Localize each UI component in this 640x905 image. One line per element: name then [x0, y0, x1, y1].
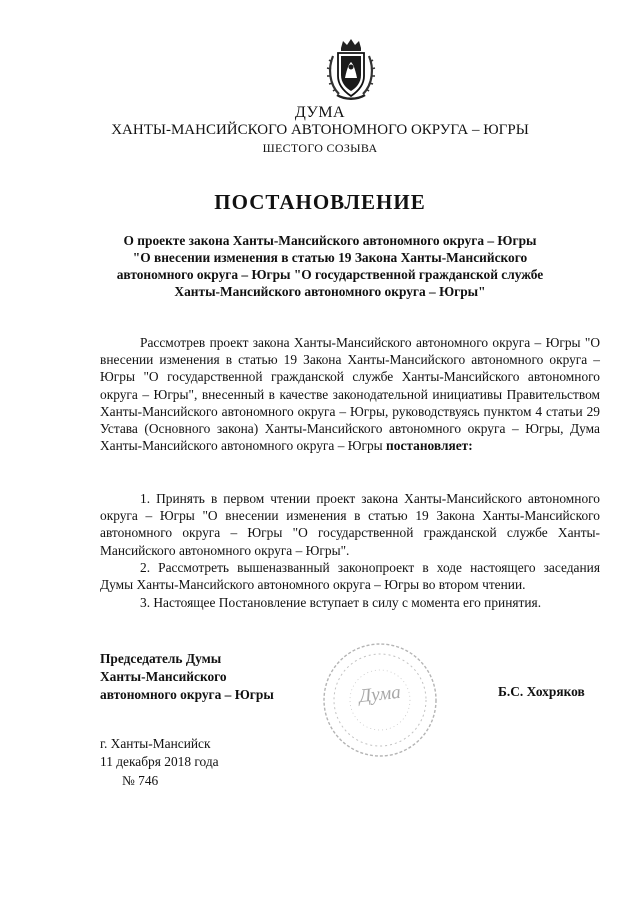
- signing-date: 11 декабря 2018 года: [100, 754, 219, 769]
- signatory-name: Б.С. Хохряков: [498, 684, 585, 699]
- resolves-word: постановляет:: [386, 438, 473, 454]
- resolution-item-3: 3. Настоящее Постановление вступает в силу с момента его принятия.: [140, 595, 542, 610]
- title-line: "О внесении изменения в статью 19 Закона Ханты-Мансийского: [132, 250, 528, 265]
- position-line: Ханты-Мансийского: [100, 669, 227, 684]
- title-line: Ханты-Мансийского автономного округа – Югры": [174, 284, 486, 299]
- title-line: автономного округа – Югры "О государственной гражданской службе: [116, 267, 544, 282]
- seal-text: Дума: [358, 681, 402, 708]
- convocation: ШЕСТОГО СОЗЫВА: [262, 141, 378, 155]
- region-name: ХАНТЫ-МАНСИЙСКОГО АВТОНОМНОГО ОКРУГА – ЮГРЫ: [111, 122, 529, 138]
- intro-text: Рассмотрев проект закона Ханты-Мансийского автономного округа – Югры "О внесении изменения в статью 19 Закона Ханты-Мансийского автономного округа – Югры "О государственной гражданской службе Ханты-Мансийского автономного округа – Югры", внесенный в качестве законодательной инициативы Правительством Ханты-Мансийского автономного округа – Югры, руководствуясь пунктом 4 статьи 29 Устава (Основного закона) Ханты-Мансийского автономного округа – Югры, Дума Ханты-Мансийского автономного округа – Югры: [100, 335, 600, 454]
- intro-paragraph: [100, 334, 600, 454]
- institution-name: ДУМА: [294, 104, 346, 121]
- place-of-signing: г. Ханты-Мансийск: [100, 736, 211, 751]
- document-type-heading: ПОСТАНОВЛЕНИЕ: [214, 190, 426, 214]
- resolution-title: [90, 232, 570, 300]
- signatory-position: [100, 650, 274, 704]
- resolution-item-1: 1. Принять в первом чтении проект закона Ханты-Мансийского автономного округа – Югры "О внесении изменения в статью 19 Закона Ханты-Мансийского автономного округа – Югры "О государственной гражданской службе Ханты-Мансийского автономного округа – Югры".: [100, 491, 600, 558]
- title-line: О проекте закона Ханты-Мансийского автономного округа – Югры: [123, 233, 537, 248]
- coat-of-arms-icon: [325, 38, 377, 102]
- position-line: автономного округа – Югры: [100, 687, 274, 702]
- resolution-item-2: 2. Рассмотреть вышеназванный законопроект в ходе настоящего заседания Думы Ханты-Мансийского автономного округа – Югры во втором чтении.: [100, 560, 600, 593]
- position-line: Председатель Думы: [100, 651, 222, 666]
- round-stamp-icon: [320, 640, 440, 760]
- document-number: № 746: [122, 773, 159, 788]
